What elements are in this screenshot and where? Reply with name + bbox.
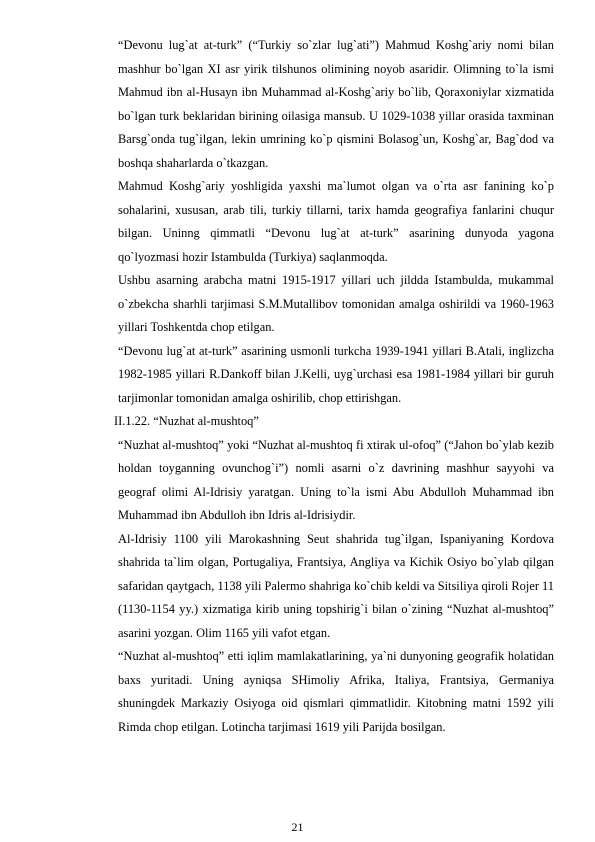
paragraph-idrisiy-biography: Al-Idrisiy 1100 yili Marokashning Seut shahrida tug`ilgan, Ispaniyaning Kordova shahrida ta`lim olgan, Portugaliya, Frantsiya, Angliya va Kichik Osiyo bo`ylab qilgan safaridan qaytgach, 1138 yili Palermo shahriga ko`chib keldi va Sitsiliya qiroli Rojer 11 (1130-1154 yy.) xizmatiga kirib uning topshirig`i bilan o`zining “Nuzhat al-mushtoq” asarini yozgan. Olim 1165 yili vafot etgan. bbox=[118, 531, 554, 640]
paragraph-devonu-intro: “Devonu lug`at at-turk” (“Turkiy so`zlar lug`ati”) Mahmud Koshg`ariy nomi bilan mashhur bo`lgan XI asr yirik tilshunos olimining noyob asaridir. Olimning to`la ismi Mahmud ibn al-Husayn ibn Muhammad al-Koshg`ariy bo`lib, Qoraxoniylar xizmatida bo`lgan turk beklaridan birining oilasiga mansub. U 1029-1038 yillar orasida taxminan Barsg`onda tug`ilgan, lekin umrining ko`p qismini Bolasog`un, Koshg`ar, Bag`dod va boshqa shaharlarda o`tkazgan. bbox=[118, 38, 554, 170]
paragraph-koshgariy-education: Mahmud Koshg`ariy yoshligida yaxshi ma`lumot olgan va o`rta asr fanining ko`p sohalarini, xususan, arab tili, turkiy tillarni, tarix hamda geografiya fanlarini chuqur bilgan. Uninng qimmatli “Devonu lug`at at-turk” asarining dunyoda yagona qo`lyozmasi hozir Istambulda (Turkiya) saqlanmoqda. bbox=[118, 179, 554, 264]
paragraph-arabic-text: Ushbu asarning arabcha matni 1915-1917 yillari uch jildda Istambulda, mukammal o`zbekcha sharhli tarjimasi S.M.Mutallibov tomonidan amalga oshirildi va 1960-1963 yillari Toshkentda chop etilgan. bbox=[118, 273, 554, 334]
section-heading: II.1.22. “Nuzhat al-mushtoq” bbox=[114, 414, 259, 428]
page-content bbox=[114, 34, 554, 739]
page-number: 21 bbox=[291, 820, 304, 834]
paragraph-nuzhat-intro: “Nuzhat al-mushtoq” yoki “Nuzhat al-mushtoq fi xtirak ul-ofoq” (“Jahon bo`ylab kezib holdan toyganning ovunchog`i”) nomli asarni o`z davrining mashhur sayyohi va geograf olimi Al-Idrisiy yaratgan. Uning to`la ismi Abu Abdulloh Muhammad ibn Muhammad ibn Abdulloh ibn Idris al-Idrisiydir. bbox=[118, 437, 554, 522]
paragraph-nuzhat-content: “Nuzhat al-mushtoq” etti iqlim mamlakatlarining, ya`ni dunyoning geografik holatidan baxs yuritadi. Uning ayniqsa SHimoliy Afrika, Italiya, Frantsiya, Germaniya shuningdek Markaziy Osiyoga oid qismlari qimmatlidir. Kitobning matni 1592 yili Rimda chop etilgan. Lotincha tarjimasi 1619 yili Parijda bosilgan. bbox=[118, 649, 554, 734]
paragraph-translations: “Devonu lug`at at-turk” asarining usmonli turkcha 1939-1941 yillari B.Atali, inglizcha 1982-1985 yillari R.Dankoff bilan J.Kelli, uyg`urchasi esa 1981-1984 yillari bir guruh tarjimonlar tomonidan amalga oshirilib, chop ettirishgan. bbox=[118, 343, 554, 405]
